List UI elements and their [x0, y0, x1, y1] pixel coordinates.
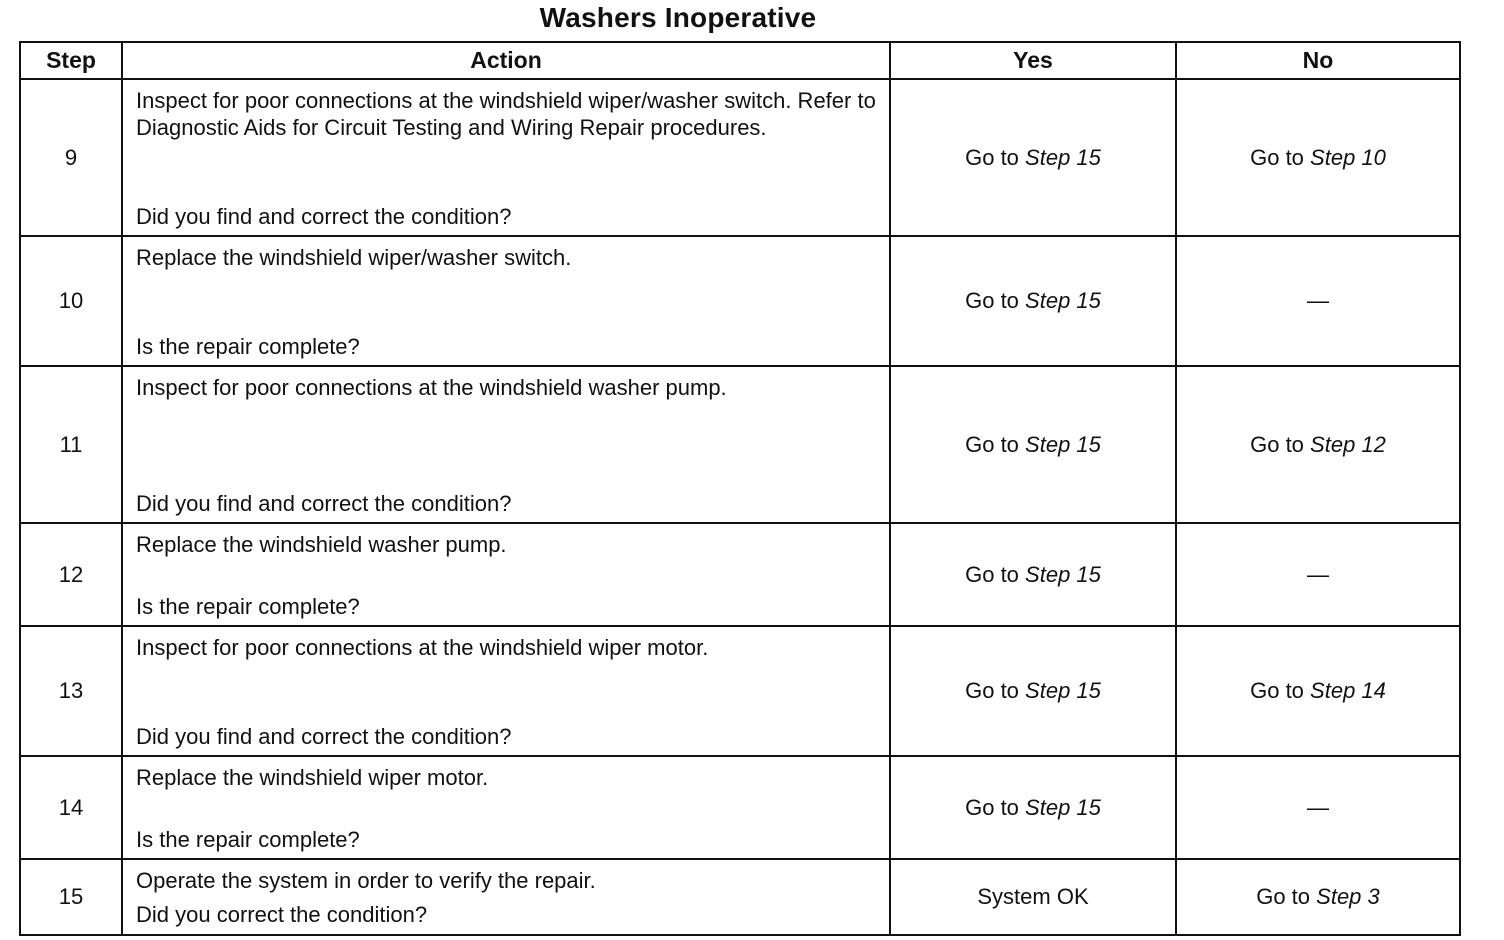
no-dash: — [1307, 561, 1329, 587]
yes-prefix: Go to [965, 561, 1019, 587]
action-question: Is the repair complete? [136, 334, 360, 359]
action-text: Inspect for poor connections at the windshield wiper motor. [136, 635, 709, 660]
yes-prefix: Go to [965, 288, 1019, 313]
no-prefix: Go to [1250, 144, 1304, 170]
diagnostic-table [19, 41, 1461, 936]
yes-cell [890, 859, 1176, 935]
no-prefix: Go to [1250, 431, 1304, 457]
step-number: 14 [20, 756, 122, 859]
header-row [20, 42, 1460, 79]
action-question: Did you find and correct the condition? [136, 491, 512, 516]
yes-result: System OK [977, 884, 1089, 909]
action-text: Replace the windshield wiper/washer switch. [136, 245, 572, 270]
no-step-link: Step 3 [1316, 884, 1380, 909]
table-row [20, 756, 1460, 859]
yes-prefix: Go to [965, 678, 1019, 703]
action-cell [122, 626, 890, 756]
step-number: 13 [20, 626, 122, 756]
action-cell [122, 236, 890, 366]
yes-step-link: Step 15 [1025, 678, 1101, 703]
yes-step-link: Step 15 [1025, 794, 1101, 820]
no-dash: — [1307, 288, 1329, 313]
table-row [20, 859, 1460, 935]
no-cell [1176, 79, 1460, 236]
yes-step-link: Step 15 [1025, 288, 1101, 313]
action-text: Inspect for poor connections at the windshield wiper/washer switch. Refer to Diagnostic Aids for Circuit Testing and Wiring Repair procedures. [136, 88, 876, 140]
table-row [20, 236, 1460, 366]
yes-cell [890, 366, 1176, 523]
action-text: Replace the windshield wiper motor. [136, 765, 489, 790]
action-cell [122, 756, 890, 859]
header-no: No [1176, 42, 1460, 79]
action-text: Inspect for poor connections at the windshield washer pump. [136, 375, 727, 400]
yes-prefix: Go to [965, 144, 1019, 170]
action-cell [122, 79, 890, 236]
no-step-link: Step 14 [1310, 678, 1386, 703]
step-number: 11 [20, 366, 122, 523]
no-cell [1176, 236, 1460, 366]
header-step: Step [20, 42, 122, 79]
no-cell [1176, 859, 1460, 935]
action-text: Operate the system in order to verify the repair. [136, 868, 596, 893]
no-cell [1176, 366, 1460, 523]
action-question: Did you correct the condition? [136, 902, 428, 927]
yes-cell [890, 523, 1176, 626]
action-cell [122, 859, 890, 935]
no-cell [1176, 756, 1460, 859]
yes-cell [890, 756, 1176, 859]
table-row [20, 366, 1460, 523]
no-cell [1176, 523, 1460, 626]
action-cell [122, 523, 890, 626]
yes-step-link: Step 15 [1025, 431, 1101, 457]
step-number: 15 [20, 859, 122, 935]
action-question: Did you find and correct the condition? [136, 204, 512, 229]
header-action: Action [122, 42, 890, 79]
no-cell [1176, 626, 1460, 756]
step-number: 10 [20, 236, 122, 366]
table-row [20, 626, 1460, 756]
table-row [20, 523, 1460, 626]
table-row [20, 79, 1460, 236]
action-cell [122, 366, 890, 523]
yes-cell [890, 626, 1176, 756]
yes-cell [890, 236, 1176, 366]
header-yes: Yes [890, 42, 1176, 79]
no-prefix: Go to [1250, 678, 1304, 703]
no-step-link: Step 12 [1310, 431, 1386, 457]
no-step-link: Step 10 [1310, 144, 1386, 170]
yes-cell [890, 79, 1176, 236]
no-prefix: Go to [1256, 884, 1311, 909]
step-number: 12 [20, 523, 122, 626]
yes-prefix: Go to [965, 794, 1019, 820]
action-question: Did you find and correct the condition? [136, 724, 512, 749]
yes-step-link: Step 15 [1025, 144, 1101, 170]
action-question: Is the repair complete? [136, 594, 360, 619]
page-title: Washers Inoperative [539, 2, 817, 33]
step-number: 9 [20, 79, 122, 236]
yes-prefix: Go to [965, 431, 1019, 457]
yes-step-link: Step 15 [1025, 561, 1101, 587]
action-question: Is the repair complete? [136, 827, 360, 852]
action-text: Replace the windshield washer pump. [136, 532, 507, 557]
no-dash: — [1307, 794, 1329, 820]
